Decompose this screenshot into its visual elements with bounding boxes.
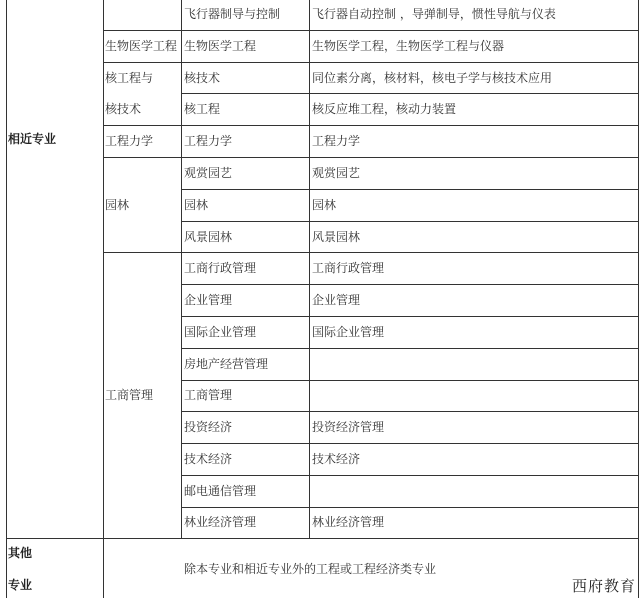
category-cell: 核工程与 (105, 71, 154, 85)
major-cell: 工商行政管理 (184, 261, 257, 275)
grid-line (181, 411, 639, 412)
grid-line (181, 284, 639, 285)
old-major-cell: 观赏园艺 (312, 166, 361, 180)
major-cell: 房地产经营管理 (184, 357, 269, 371)
old-major-cell: 林业经济管理 (312, 515, 385, 529)
category-cell: 生物医学工程 (105, 39, 178, 53)
old-major-cell: 工程力学 (312, 134, 361, 148)
grid-line (181, 316, 639, 317)
major-cell: 工程力学 (184, 134, 233, 148)
section-label-other: 其他 (8, 546, 33, 560)
section-label-related: 相近专业 (8, 132, 57, 146)
grid-line (181, 0, 182, 538)
major-cell: 核技术 (184, 71, 221, 85)
major-cell: 园林 (184, 198, 209, 212)
old-major-cell: 园林 (312, 198, 337, 212)
grid-line (181, 380, 639, 381)
major-cell: 核工程 (184, 102, 221, 116)
grid-line (103, 252, 639, 253)
grid-line (103, 30, 639, 31)
major-cell: 生物医学工程 (184, 39, 257, 53)
grid-line (309, 0, 310, 538)
grid-line (181, 475, 639, 476)
old-major-cell: 生物医学工程，生物医学工程与仪器 (312, 39, 505, 53)
major-cell: 技术经济 (184, 452, 233, 466)
grid-line (181, 221, 639, 222)
old-major-cell: 风景园林 (312, 230, 361, 244)
category-cell: 工商管理 (105, 388, 154, 402)
category-cell: 园林 (105, 198, 130, 212)
grid-line (103, 125, 639, 126)
major-cell: 企业管理 (184, 293, 233, 307)
major-cell: 林业经济管理 (184, 515, 257, 529)
old-major-cell: 工商行政管理 (312, 261, 385, 275)
category-cell: 核技术 (105, 102, 142, 116)
grid-line (638, 0, 639, 598)
grid-line (181, 507, 639, 508)
grid-line (6, 0, 7, 598)
old-major-cell: 国际企业管理 (312, 325, 385, 339)
grid-line (181, 93, 639, 94)
old-major-cell: 投资经济管理 (312, 420, 385, 434)
grid-line (181, 189, 639, 190)
section-label-other: 专业 (8, 578, 33, 592)
major-cell: 邮电通信管理 (184, 484, 257, 498)
grid-line (6, 538, 639, 539)
major-cell: 工商管理 (184, 388, 233, 402)
grid-line (103, 157, 639, 158)
old-major-cell: 同位素分离，核材料，核电子学与核技术应用 (312, 71, 553, 85)
major-cell: 投资经济 (184, 420, 233, 434)
major-cell: 观赏园艺 (184, 166, 233, 180)
major-cell: 飞行器制导与控制 (184, 7, 281, 21)
grid-line (181, 443, 639, 444)
grid-line (103, 0, 104, 598)
other-majors-note: 除本专业和相近专业外的工程或工程经济类专业 (184, 562, 437, 576)
old-major-cell: 企业管理 (312, 293, 361, 307)
major-cell: 国际企业管理 (184, 325, 257, 339)
grid-line (103, 62, 639, 63)
major-cell: 风景园林 (184, 230, 233, 244)
watermark: 西府教育 (571, 577, 636, 595)
category-cell: 工程力学 (105, 134, 154, 148)
grid-line (181, 348, 639, 349)
old-major-cell: 技术经济 (312, 452, 361, 466)
old-major-cell: 核反应堆工程，核动力装置 (312, 102, 457, 116)
old-major-cell: 飞行器自动控制 ，导弹制导，惯性导航与仪表 (312, 7, 556, 21)
